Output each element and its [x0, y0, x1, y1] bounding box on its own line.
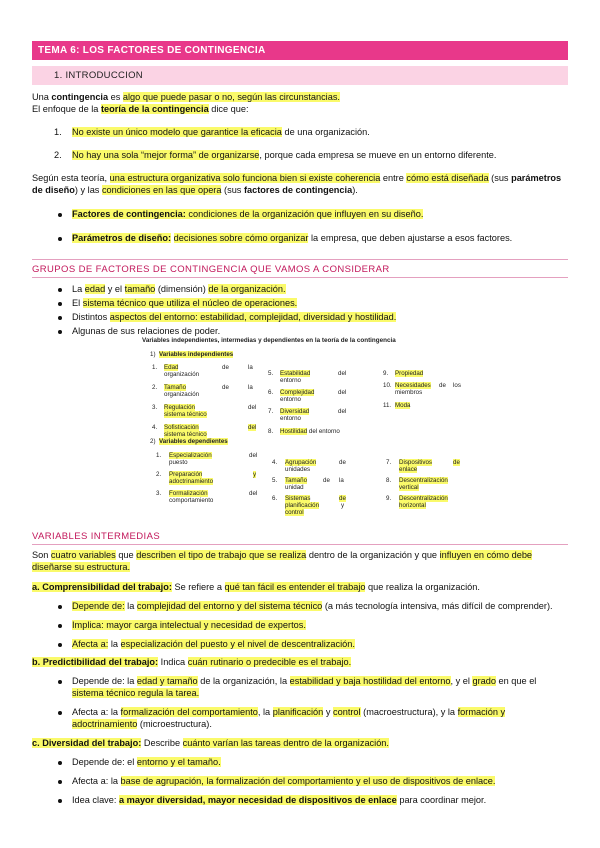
highlight: c. Diversidad del trabajo: — [32, 738, 142, 748]
highlight: Hostilidad — [280, 428, 308, 435]
bullet-icon — [58, 330, 62, 334]
text: factores de contingencia — [243, 185, 353, 195]
item-number: 1. — [54, 127, 62, 137]
fig-c6-text: Complejidad del entorno — [280, 389, 347, 403]
fig-c4: 4. — [152, 424, 158, 431]
highlight: formalización del comportamiento — [120, 707, 258, 717]
figure-dep-heading — [150, 438, 228, 445]
grupo-item-4 — [72, 326, 220, 336]
highlight: condiciones en las que opera — [101, 185, 222, 195]
intermedias-line-1: Son cuatro variables que describen el tipo de trabajo que se realiza dentro de la organización y que influyen en cómo debe — [32, 550, 533, 560]
paragraph-line-2 — [32, 185, 358, 195]
text: (sus — [488, 173, 512, 183]
bullet-icon — [58, 605, 62, 609]
fig-c10: 10. — [383, 382, 392, 389]
highlight: enlace — [399, 466, 418, 473]
highlight: Sofisticación — [164, 424, 199, 431]
item-a-1: Depende de: la complejidad del entorno y del sistema técnico (a más tecnología intensiva, más difícil de comprender). — [72, 601, 553, 611]
highlight: una estructura organizativa solo funciona bien si existe coherencia — [109, 173, 381, 183]
highlight: de la organización. — [208, 284, 286, 294]
fig-d6-text: Sistemas de planificación y control — [285, 495, 346, 516]
text: 2) — [150, 438, 156, 445]
highlight: influyen en cómo debe — [439, 550, 533, 560]
highlight: No hay una sola “mejor forma” de organizarse — [72, 150, 260, 160]
fig-d2: 2. — [156, 471, 162, 478]
highlight: edad y tamaño — [136, 676, 198, 686]
highlight: b. Predictibilidad del trabajo: — [32, 657, 159, 667]
bullet-icon — [58, 711, 62, 715]
highlight: Descentralización — [399, 495, 448, 502]
highlight: formación y — [457, 707, 506, 717]
highlight: cuatro variables — [50, 550, 116, 560]
bullet-icon — [58, 316, 62, 320]
highlight: describen el tipo de trabajo que se realiza — [136, 550, 307, 560]
highlight: cuánto varían las tareas dentro de la organización. — [182, 738, 389, 748]
text: El — [72, 298, 83, 308]
highlight: Diversidad — [280, 408, 310, 415]
fig-c6: 6. — [268, 389, 274, 396]
divider — [32, 544, 568, 545]
fig-d7: 7. — [386, 459, 392, 466]
text: organización — [164, 391, 200, 398]
highlight: planificación — [272, 707, 324, 717]
highlight: complejidad del entorno y del sistema técnico — [136, 601, 323, 611]
highlight: Tamaño — [164, 384, 187, 391]
bullet-icon — [58, 799, 62, 803]
fig-d1-text: Especialización del puesto — [169, 452, 258, 466]
numbered-item-2-text — [72, 150, 496, 160]
fig-c1-text: Edad de la organización — [164, 364, 256, 378]
item-c-3: Idea clave: a mayor diversidad, mayor necesidad de dispositivos de enlace para coordinar mejor. — [72, 795, 487, 805]
highlight: Moda — [395, 402, 411, 409]
bullet-icon — [58, 680, 62, 684]
highlight: cómo está diseñada — [406, 173, 489, 183]
item-b-1: Depende de: la edad y tamaño de la organización, la estabilidad y baja hostilidad del entorno, y el grado en que el — [72, 676, 537, 686]
fig-c3: 3. — [152, 404, 158, 411]
text: Distintos — [72, 312, 110, 322]
highlight: teoría de la contingencia — [100, 104, 209, 114]
highlight: control — [285, 509, 304, 516]
text: contingencia — [51, 92, 109, 102]
highlight: planificación — [285, 502, 320, 509]
text: La — [72, 284, 85, 294]
highlight: Edad — [164, 364, 179, 371]
highlight: Sistemas — [285, 495, 311, 502]
fig-c9: 9. — [383, 370, 389, 377]
fig-d7-text: Dispositivos de enlace — [399, 459, 460, 473]
highlight: a mayor diversidad, mayor necesidad de dispositivos de enlace — [119, 795, 397, 805]
numbered-item-1-text — [72, 127, 370, 137]
highlight: Preparación — [169, 471, 203, 478]
paragraph-line-1 — [32, 173, 561, 183]
highlight: sistema técnico que utiliza el núcleo de operaciones. — [82, 298, 298, 308]
bullet-icon — [58, 288, 62, 292]
highlight: Agrupación — [285, 459, 317, 466]
text: , porque cada empresa se mueve en un entorno diferente. — [259, 150, 497, 160]
highlight: especialización del puesto y el nivel de descentralización. — [120, 639, 355, 649]
text: organización — [164, 371, 200, 378]
grupo-item-3 — [72, 312, 396, 322]
item-a-3: Afecta a: la especialización del puesto y el nivel de descentralización. — [72, 639, 355, 649]
highlight: estabilidad y baja hostilidad del entorno — [289, 676, 451, 686]
fig-c9-text — [395, 370, 423, 377]
bullet-icon — [58, 624, 62, 628]
divider — [32, 277, 568, 278]
highlight: Variables independientes — [158, 351, 234, 358]
fig-c8-text: Hostilidad del entorno — [280, 428, 340, 435]
bullet-icon — [58, 780, 62, 784]
fig-d9-text — [399, 495, 448, 509]
item-b-2-cont: adoctrinamiento (microestructura). — [72, 719, 212, 729]
fig-d4-text: Agrupación de unidades — [285, 459, 346, 473]
highlight: Necesidades — [395, 382, 431, 389]
text: ) y las — [74, 185, 102, 195]
fig-d5: 5. — [272, 477, 278, 484]
highlight: Implica: mayor carga intelectual y necesidad de expertos. — [72, 620, 306, 630]
fig-c5-text: Estabilidad del entorno — [280, 370, 347, 384]
fig-d2-text: Preparación y adoctrinamiento — [169, 471, 257, 485]
highlight: Complejidad — [280, 389, 315, 396]
fig-c10-text: Necesidades de los miembros — [395, 382, 461, 396]
numbered-item-1 — [54, 127, 62, 137]
highlight: horizontal — [399, 502, 426, 509]
text: (sus — [221, 185, 244, 195]
text: Algunas de sus relaciones de poder. — [72, 326, 221, 336]
fig-c2: 2. — [152, 384, 158, 391]
page-title: TEMA 6: LOS FACTORES DE CONTINGENCIA — [32, 41, 568, 60]
fig-c7-text: Diversidad del entorno — [280, 408, 347, 422]
highlight: Descentralización — [399, 477, 448, 484]
text: entre — [380, 173, 407, 183]
fig-c7: 7. — [268, 408, 274, 415]
fig-d3: 3. — [156, 490, 162, 497]
highlight: entorno y el tamaño. — [136, 757, 221, 767]
text: ). — [352, 185, 358, 195]
text: 1) — [150, 351, 156, 358]
highlight: adoctrinamiento — [72, 719, 138, 729]
text: de una organización. — [281, 127, 370, 137]
section-heading-intermedias: VARIABLES INTERMEDIAS — [32, 531, 161, 542]
highlight: qué tan fácil es entender el trabajo — [224, 582, 366, 592]
item-number: 2. — [54, 150, 62, 160]
fig-c2-text: Tamaño de la organización — [164, 384, 256, 398]
highlight: cuán rutinario o predecible es el trabajo. — [187, 657, 352, 667]
bullet-icon — [58, 213, 62, 217]
grupo-item-1 — [72, 284, 286, 294]
highlight: a. Comprensibilidad del trabajo: — [32, 582, 172, 592]
intro-line-1 — [32, 92, 340, 102]
numbered-item-2 — [54, 150, 62, 160]
text: de diseño — [32, 185, 75, 195]
item-b-2: Afecta a: la formalización del comportamiento, la planificación y control (macroestructura), y la formación y — [72, 707, 506, 717]
intro-line-2 — [32, 104, 249, 114]
highlight: Especialización — [169, 452, 212, 459]
text: es — [108, 92, 123, 102]
highlight: Dispositivos — [399, 459, 433, 466]
highlight: decisiones sobre cómo organizar — [173, 233, 309, 243]
text: y el — [105, 284, 125, 294]
text: (dimensión) — [155, 284, 209, 294]
figure-caption: Variables independientes, intermedias y dependientes en la teoría de la contingencia — [142, 337, 396, 344]
fig-d6: 6. — [272, 495, 278, 502]
grupo-item-2 — [72, 298, 297, 308]
fig-c11: 11. — [383, 402, 392, 409]
item-c-1: Depende de: el entorno y el tamaño. — [72, 757, 221, 767]
highlight: algo que puede pasar o no, según las circunstancias. — [122, 92, 340, 102]
highlight: diseñarse su estructura. — [32, 562, 131, 572]
fig-d3-text: Formalización del comportamiento — [169, 490, 258, 504]
highlight: Variables dependientes — [158, 438, 228, 445]
item-c-title: c. Diversidad del trabajo: Describe cuánto varían las tareas dentro de la organización. — [32, 738, 389, 748]
fig-d8: 8. — [386, 477, 392, 484]
variables-figure — [140, 337, 470, 520]
highlight: edad — [84, 284, 106, 294]
bullet-parametros — [72, 233, 512, 243]
highlight: sistema técnico — [164, 431, 207, 438]
highlight: adoctrinamiento — [169, 478, 214, 485]
text: Una — [32, 92, 52, 102]
fig-c11-text — [395, 402, 410, 409]
section-title-introduccion: 1. INTRODUCCION — [32, 66, 568, 85]
highlight: sistema técnico regula la tarea. — [72, 688, 200, 698]
highlight: vertical — [399, 484, 419, 491]
highlight: Formalización — [169, 490, 208, 497]
fig-d4: 4. — [272, 459, 278, 466]
item-a-2 — [72, 620, 306, 630]
fig-d1: 1. — [156, 452, 162, 459]
fig-c5: 5. — [268, 370, 274, 377]
text: parámetros — [511, 173, 562, 183]
highlight: Afecta a: — [72, 639, 109, 649]
text: Según esta teoría, — [32, 173, 110, 183]
divider — [32, 259, 568, 260]
fig-c8: 8. — [268, 428, 274, 435]
highlight: control — [333, 707, 361, 717]
bullet-icon — [58, 761, 62, 765]
fig-c4-text: Sofisticación del sistema técnico — [164, 424, 257, 438]
highlight: Depende de: — [72, 601, 125, 611]
figure-indep-heading — [150, 351, 233, 358]
highlight: aspectos del entorno: estabilidad, complejidad, diversidad y hostilidad. — [109, 312, 397, 322]
highlight: condiciones de la organización que influyen en su diseño. — [185, 209, 424, 219]
bullet-icon — [58, 643, 62, 647]
fig-d9: 9. — [386, 495, 392, 502]
item-a-title: a. Comprensibilidad del trabajo: Se refiere a qué tan fácil es entender el trabajo que realiza la organización. — [32, 582, 480, 592]
section-heading-grupos: GRUPOS DE FACTORES DE CONTINGENCIA QUE VAMOS A CONSIDERAR — [32, 264, 390, 275]
fig-c1: 1. — [152, 364, 158, 371]
text: la empresa, que deben ajustarse a esos factores. — [308, 233, 513, 243]
bullet-factores — [72, 209, 423, 219]
item-b-title: b. Predictibilidad del trabajo: Indica cuán rutinario o predecible es el trabajo. — [32, 657, 352, 667]
highlight: Tamaño — [285, 477, 308, 484]
highlight: Regulación — [164, 404, 195, 411]
highlight: grado — [472, 676, 496, 686]
item-c-2: Afecta a: la base de agrupación, la formalización del comportamiento y el uso de dispositivos de enlace. — [72, 776, 496, 786]
highlight: Estabilidad — [280, 370, 311, 377]
bullet-icon — [58, 237, 62, 241]
fig-d5-text: Tamaño de la unidad — [285, 477, 344, 491]
text: El enfoque de la — [32, 104, 101, 114]
text: dice que: — [208, 104, 249, 114]
highlight: tamaño — [124, 284, 156, 294]
fig-d8-text — [399, 477, 448, 491]
highlight: No existe un único modelo que garantice la eficacia — [72, 127, 282, 137]
highlight: Factores de contingencia: — [72, 209, 186, 219]
item-b-1-cont — [72, 688, 199, 698]
intermedias-line-2 — [32, 562, 130, 572]
fig-c3-text: Regulación del sistema técnico — [164, 404, 257, 418]
highlight: Parámetros de diseño: — [72, 233, 172, 243]
highlight: sistema técnico — [164, 411, 207, 418]
highlight: Propiedad — [395, 370, 424, 377]
highlight: base de agrupación, la formalización del comportamiento y el uso de dispositivos de enlace. — [120, 776, 496, 786]
bullet-icon — [58, 302, 62, 306]
